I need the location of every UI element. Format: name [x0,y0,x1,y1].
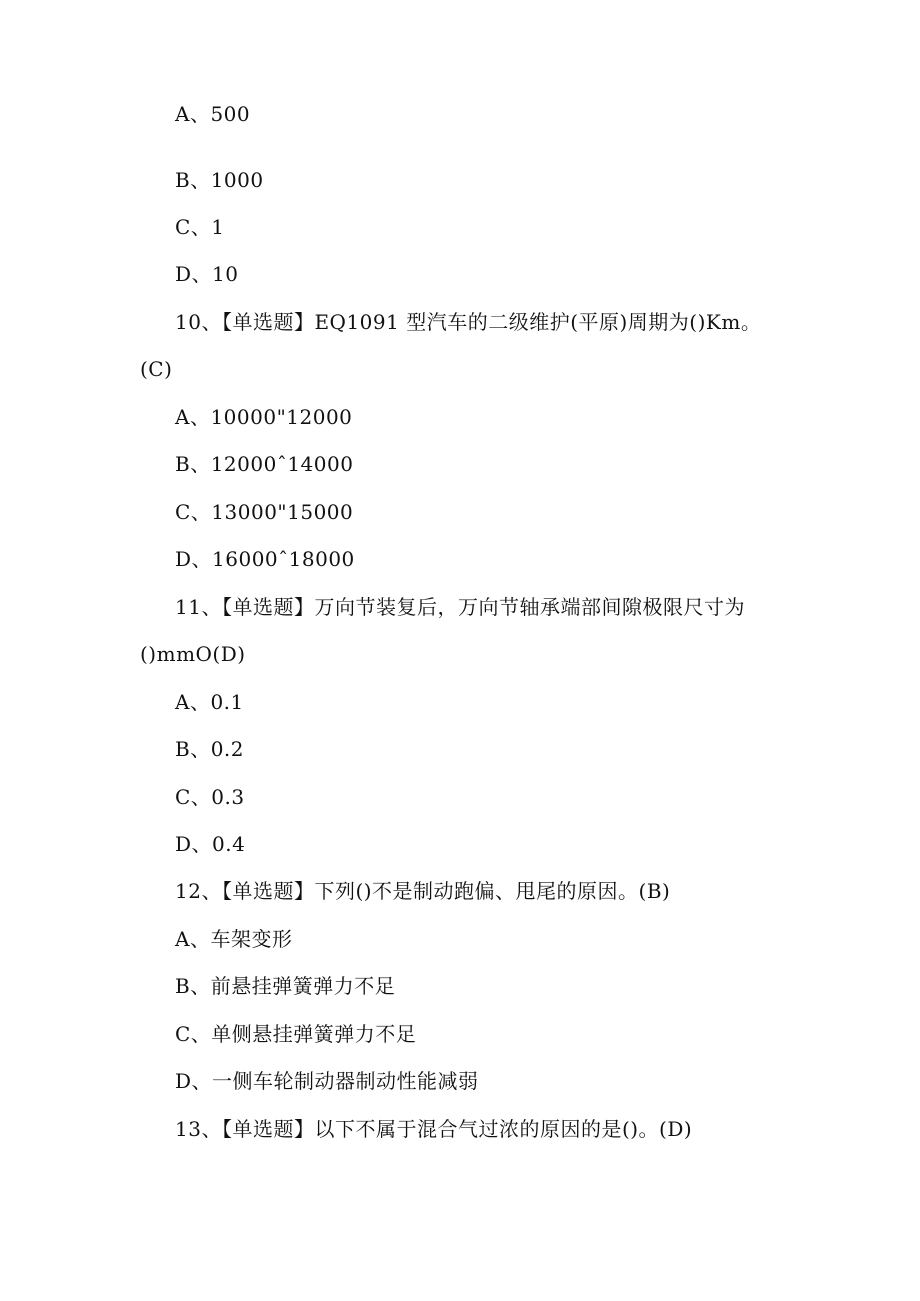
option-b-q10: B、12000ˆ14000 [175,452,354,476]
option-b-q12: B、前悬挂弹簧弹力不足 [175,974,396,998]
option-d-q11: D、0.4 [175,832,246,856]
question-13: 13、【单选题】以下不属于混合气过浓的原因的是()。(D) [175,1117,693,1141]
question-11-answer: ()mmO(D) [140,642,246,666]
question-10: 10、【单选题】EQ1091 型汽车的二级维护(平原)周期为()Km。 [175,310,762,334]
option-d-q9: D、10 [175,262,239,286]
question-11: 11、【单选题】万向节装复后，万向节轴承端部间隙极限尺寸为 [175,595,745,619]
option-b-q11: B、0.2 [175,737,245,761]
question-12: 12、【单选题】下列()不是制动跑偏、甩尾的原因。(B) [175,879,671,903]
option-d-q10: D、16000ˆ18000 [175,547,355,571]
question-10-answer: (C) [140,357,173,381]
option-a-q9: A、500 [175,102,251,126]
option-c-q9: C、1 [175,215,225,239]
option-c-q12: C、单侧悬挂弹簧弹力不足 [175,1022,417,1046]
option-c-q10: C、13000"15000 [175,500,354,524]
option-a-q10: A、10000"12000 [175,405,353,429]
option-c-q11: C、0.3 [175,785,245,809]
option-a-q11: A、0.1 [175,690,244,714]
option-a-q12: A、车架变形 [175,927,293,951]
option-b-q9: B、1000 [175,168,264,192]
option-d-q12: D、一侧车轮制动器制动性能减弱 [175,1069,479,1093]
